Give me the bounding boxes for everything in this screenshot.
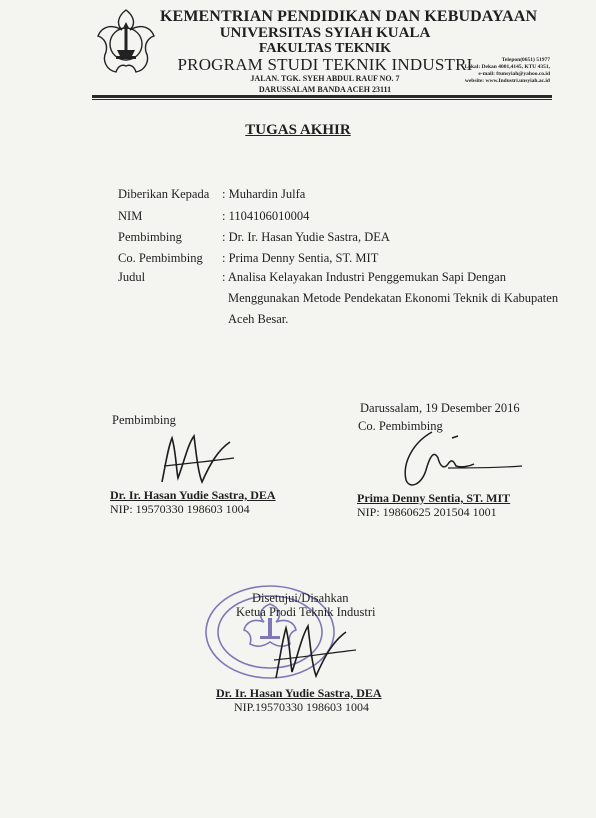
address-line-1: JALAN. TGK. SYEH ABDUL RAUF NO. 7 xyxy=(250,74,400,83)
right-sign-name: Prima Denny Sentia, ST. MIT xyxy=(357,491,511,505)
value-recipient: : Muhardin Julfa xyxy=(222,187,306,201)
header-rule-thick xyxy=(92,95,552,98)
label-supervisor: Pembimbing xyxy=(118,230,182,244)
program-name: PROGRAM STUDI TEKNIK INDUSTRI xyxy=(177,55,473,74)
phone-text: Telepon(0651) 51977 xyxy=(501,57,550,63)
email-text: e-mail: ftunsyiah@yahoo.co.id xyxy=(478,71,550,77)
left-sign-nip: NIP: 19570330 198603 1004 xyxy=(110,502,250,516)
university-logo xyxy=(90,6,162,82)
document-title: TUGAS AKHIR xyxy=(245,122,351,138)
left-signature-mark xyxy=(158,432,238,488)
left-sign-name: Dr. Ir. Hasan Yudie Sastra, DEA xyxy=(110,488,276,502)
approval-signature-mark xyxy=(270,620,360,686)
approval-status: Disetujui/Disahkan xyxy=(252,591,349,605)
place-date: Darussalam, 19 Desember 2016 xyxy=(360,401,520,415)
value-co-supervisor: : Prima Denny Sentia, ST. MIT xyxy=(222,251,379,265)
local-ext-text: Lokal: Dekan 4001,4145, KTU 4351, xyxy=(464,64,550,70)
faculty-name: FAKULTAS TEKNIK xyxy=(258,41,392,56)
address-line-2: DARUSSALAM BANDA ACEH 23111 xyxy=(258,85,392,94)
right-signature-mark xyxy=(388,428,528,494)
right-sign-nip: NIP: 19860625 201504 1001 xyxy=(357,505,497,519)
approval-role: Ketua Prodi Teknik Industri xyxy=(236,605,376,619)
university-name: UNIVERSITAS SYIAH KUALA xyxy=(219,25,431,41)
value-title-cont-1: Menggunakan Metode Pendekatan Ekonomi Teknik di Kabupaten xyxy=(228,291,559,305)
value-nim: : 1104106010004 xyxy=(222,209,310,223)
approval-nip: NIP.19570330 198603 1004 xyxy=(234,700,370,714)
contact-block xyxy=(465,57,550,85)
label-title: Judul xyxy=(118,270,146,284)
value-title: : Analisa Kelayakan Industri Penggemukan Sapi Dengan xyxy=(222,270,506,284)
ministry-name: KEMENTRIAN PENDIDIKAN DAN KEBUDAYAAN xyxy=(160,8,538,25)
website-text: website: www.Industri.unsyiah.ac.id xyxy=(464,78,550,84)
header-rule-thin xyxy=(92,99,552,100)
value-supervisor: : Dr. Ir. Hasan Yudie Sastra, DEA xyxy=(222,230,390,244)
right-sign-role: Co. Pembimbing xyxy=(358,419,443,433)
label-nim: NIM xyxy=(118,209,143,223)
value-title-cont-2: Aceh Besar. xyxy=(228,312,289,326)
left-sign-role: Pembimbing xyxy=(112,413,176,427)
approval-name: Dr. Ir. Hasan Yudie Sastra, DEA xyxy=(216,686,382,700)
label-recipient: Diberikan Kepada xyxy=(118,187,210,201)
label-co-supervisor: Co. Pembimbing xyxy=(118,251,203,265)
